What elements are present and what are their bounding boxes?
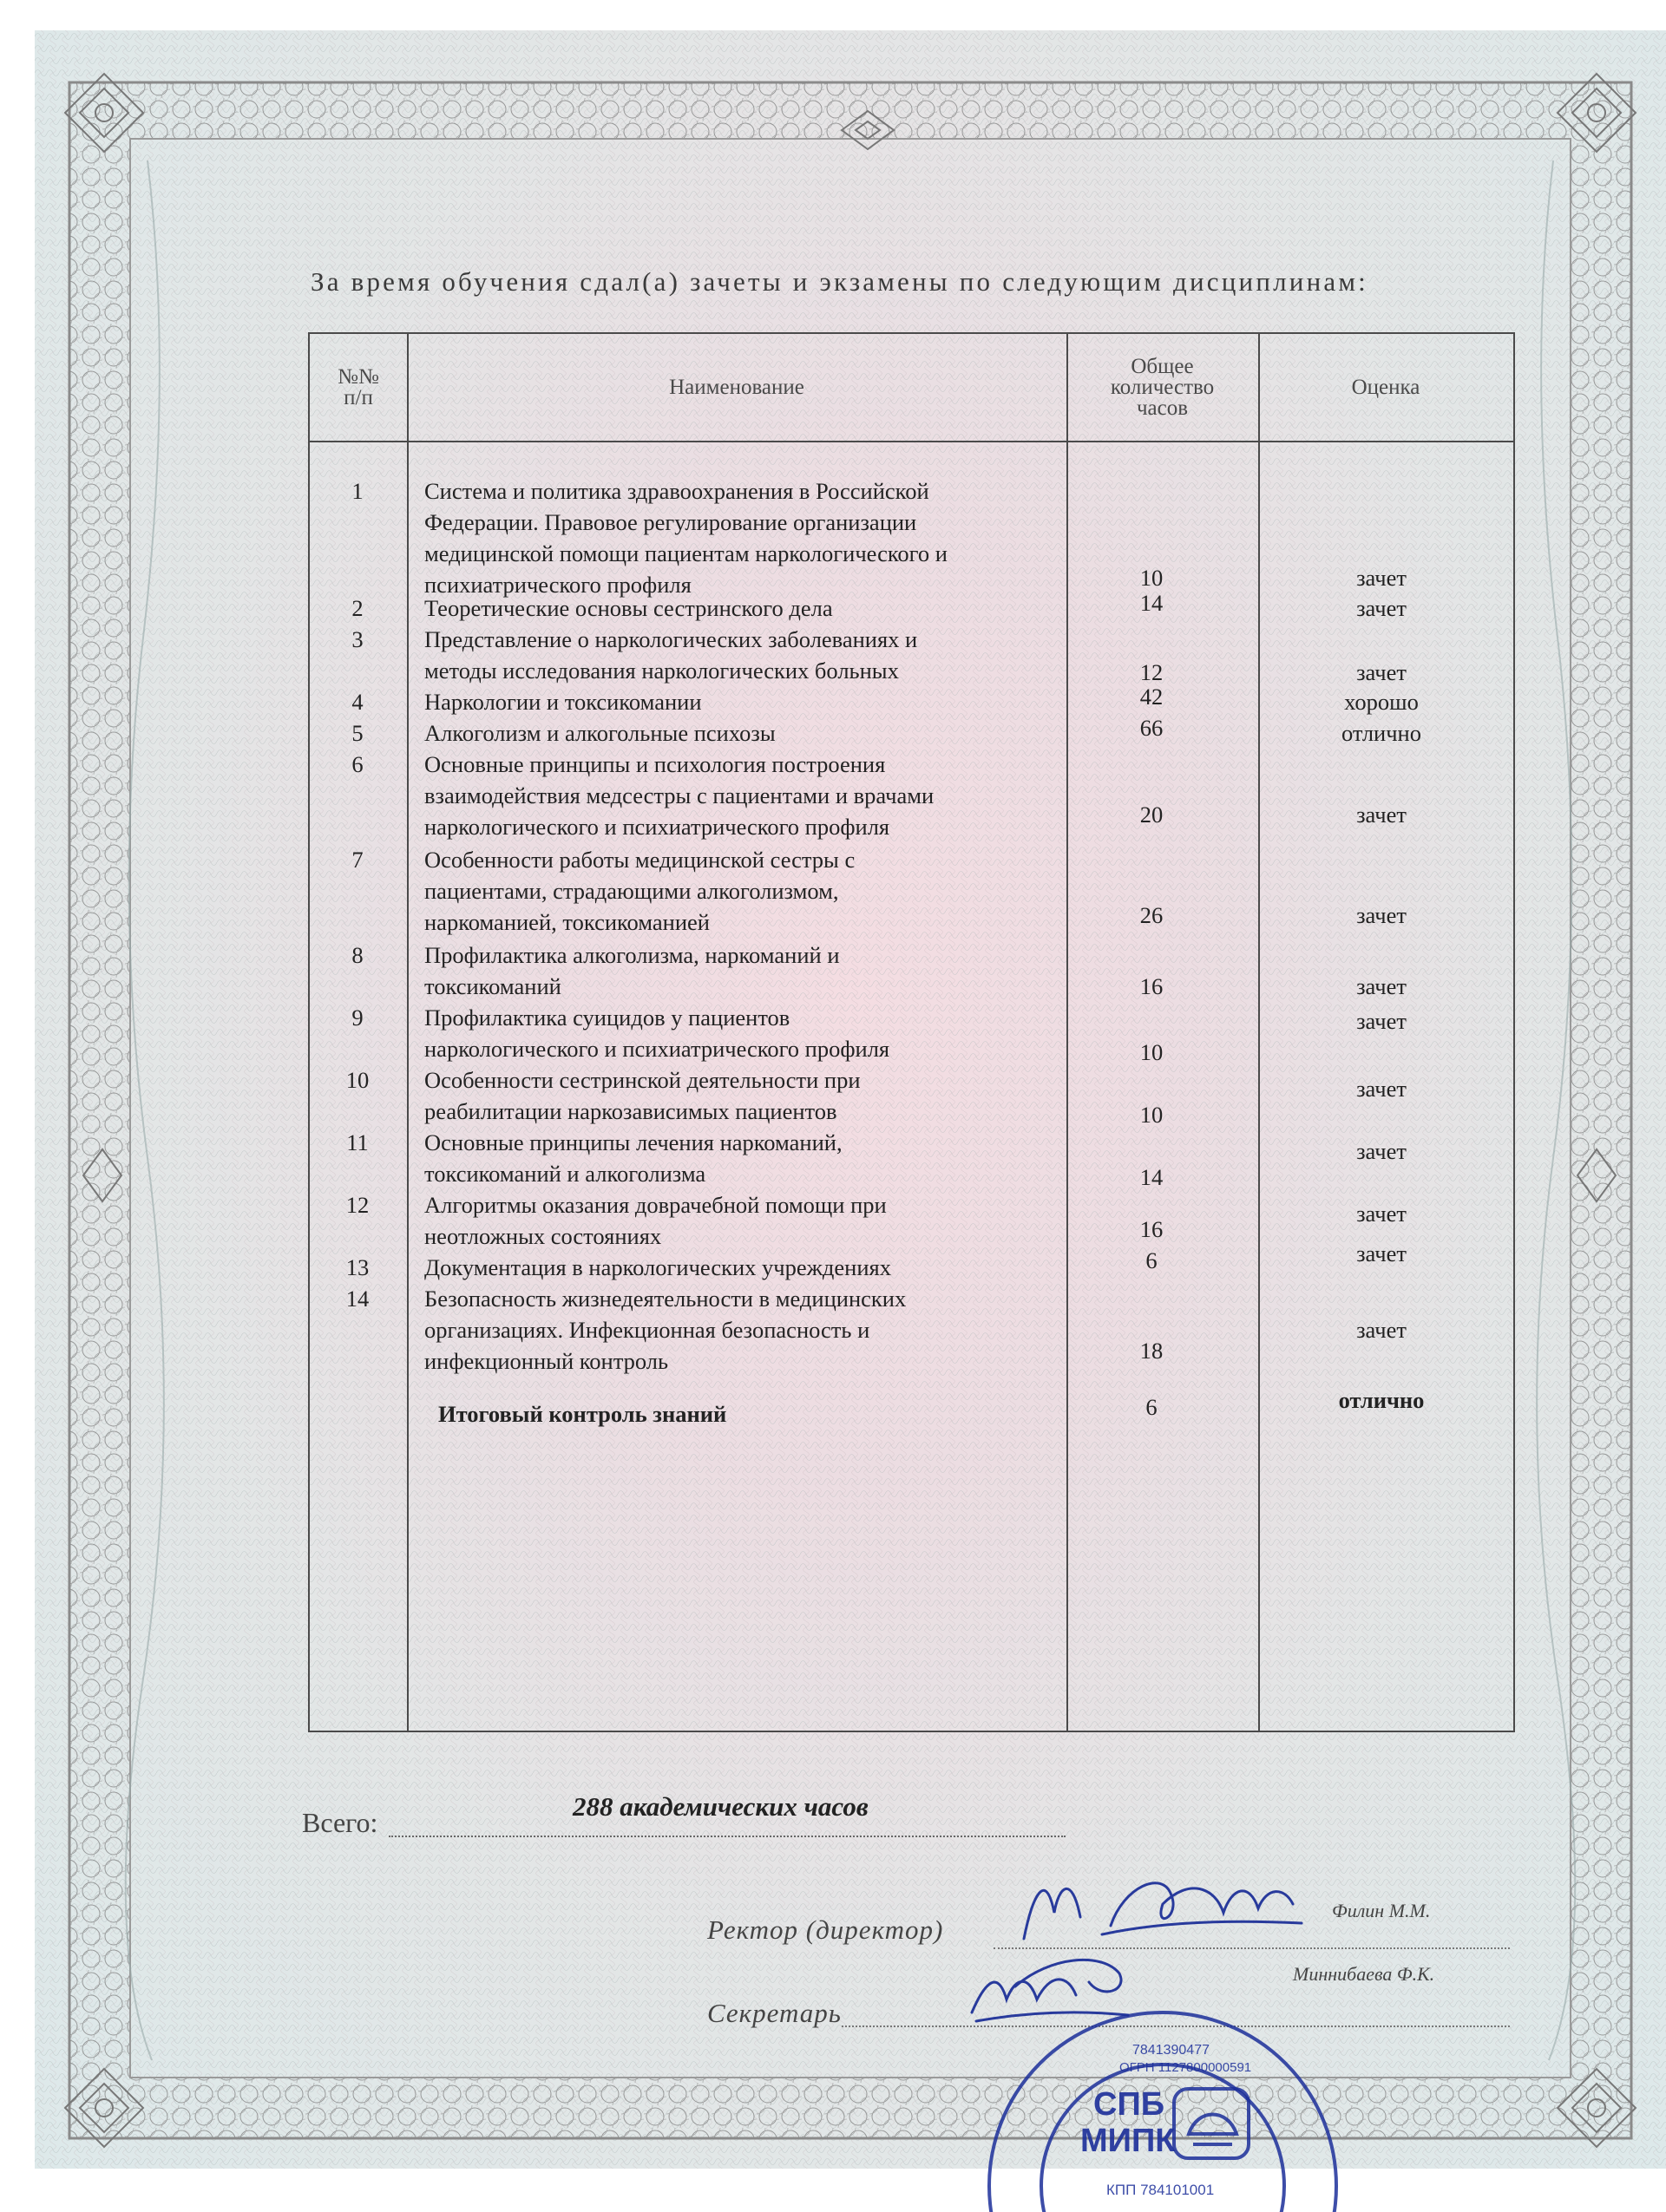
hours-value: 66 [1139,715,1164,741]
discipline-name: Безопасность жизнедеятельности в медицинских организациях. Инфекционная безопасность и инфекционный контроль [424,1286,907,1374]
grade-value: зачет [1356,1201,1407,1227]
grades-table [308,332,1515,1732]
hours-value: 26 [1139,902,1164,928]
rector-signature-line [994,1947,1510,1949]
discipline-name: Алкоголизм и алкогольные психозы [424,720,776,746]
discipline-name: Основные принципы лечения наркоманий, токсикоманий и алкоголизма [424,1129,843,1187]
hours-value: 6 [1145,1247,1158,1273]
header-hours: Общее количество часов [1110,354,1215,420]
grade-value: отлично [1341,720,1421,746]
row-number: 6 [351,751,364,777]
stamp-abbr-top: СПБ [1093,2086,1165,2123]
diploma-supplement-sheet [35,30,1666,2198]
grade-value: зачет [1356,595,1407,621]
rector-name: Филин М.М. [1332,1900,1431,1921]
grade-value: зачет [1356,1240,1407,1266]
column-divider [1066,334,1068,1731]
grade-value: зачет [1356,902,1407,928]
stamp-inn: 7841390477 [1132,2043,1210,2058]
hours-value: 12 [1139,659,1164,685]
grade-value: зачет [1356,1008,1407,1034]
secretary-label: Секретарь [707,1998,842,2028]
stamp-emblem-icon [1174,2089,1249,2158]
header-num: №№ п/п [338,364,379,409]
total-underline [389,1836,1066,1837]
row-number: 3 [351,626,364,652]
grade-value: зачет [1356,565,1407,591]
grade-value: зачет [1356,802,1407,828]
final-control-hours: 6 [1145,1394,1158,1420]
hours-value: 14 [1139,1164,1164,1190]
header-grade: Оценка [1351,375,1420,399]
row-number: 13 [345,1254,370,1280]
hours-value: 16 [1139,1216,1164,1242]
discipline-name: Профилактика суицидов у пациентов наркологического и психиатрического профиля [424,1005,890,1062]
stamp-abbr-bottom: МИПК [1080,2123,1176,2159]
hours-value: 14 [1139,590,1164,616]
row-number: 7 [351,847,364,873]
row-number: 8 [351,942,364,968]
organization-stamp [976,1986,1349,2212]
page-heading: За время обучения сдал(а) зачеты и экзамены по следующим дисциплинам: [311,266,1368,297]
total-hours-value: 288 академических часов [573,1791,869,1822]
row-number: 1 [351,478,364,504]
row-number: 11 [346,1129,369,1155]
hours-value: 10 [1139,1102,1164,1128]
discipline-name: Теоретические основы сестринского дела [424,595,833,621]
row-number: 10 [345,1067,370,1093]
column-divider [407,334,409,1731]
hours-value: 18 [1139,1338,1164,1364]
discipline-name: Наркологии и токсикомании [424,689,702,715]
row-number: 12 [345,1192,370,1218]
row-number: 5 [351,720,364,746]
stamp-ogrn: ОГРН 1127800000591 [1119,2060,1252,2075]
hours-value: 42 [1139,684,1164,710]
discipline-name: Система и политика здравоохранения в Российской Федерации. Правовое регулирование организации медицинской помощи пациентам наркологического и психиатрического профиля [424,478,948,598]
hours-value: 10 [1139,565,1164,591]
discipline-name: Алгоритмы оказания доврачебной помощи при неотложных состояниях [424,1192,887,1249]
row-number: 4 [351,689,364,715]
hours-value: 10 [1139,1039,1164,1065]
discipline-name: Профилактика алкоголизма, наркоманий и токсикоманий [424,942,840,999]
grade-value: зачет [1356,1317,1407,1343]
header-divider [310,441,1513,442]
final-control-name: Итоговый контроль знаний [438,1401,727,1427]
total-label: Всего: [302,1807,378,1838]
discipline-name: Представление о наркологических заболеваниях и методы исследования наркологических больных [424,626,918,684]
grade-value: зачет [1356,973,1407,999]
hours-value: 16 [1139,973,1164,999]
stamp-kpp: КПП 784101001 [1106,2182,1215,2198]
discipline-name: Особенности сестринской деятельности при реабилитации наркозависимых пациентов [424,1067,861,1124]
discipline-name: Документация в наркологических учреждениях [424,1254,891,1280]
grade-value: зачет [1356,1076,1407,1102]
header-name: Наименование [669,375,804,399]
grade-value: хорошо [1344,689,1419,715]
grade-value: зачет [1356,659,1407,685]
row-number: 14 [345,1286,370,1312]
hours-value: 20 [1139,802,1164,828]
discipline-name: Особенности работы медицинской сестры с пациентами, страдающими алкоголизмом, наркоманией, токсикоманией [424,847,856,935]
final-control-grade: отлично [1338,1387,1425,1413]
secretary-name: Миннибаева Ф.К. [1293,1963,1435,1985]
rector-label: Ректор (директор) [707,1914,944,1945]
discipline-name: Основные принципы и психология построения взаимодействия медсестры с пациентами и врачами наркологического и психиатрического профиля [424,751,935,840]
row-number: 9 [351,1005,364,1031]
row-number: 2 [351,595,364,621]
grade-value: зачет [1356,1138,1407,1164]
